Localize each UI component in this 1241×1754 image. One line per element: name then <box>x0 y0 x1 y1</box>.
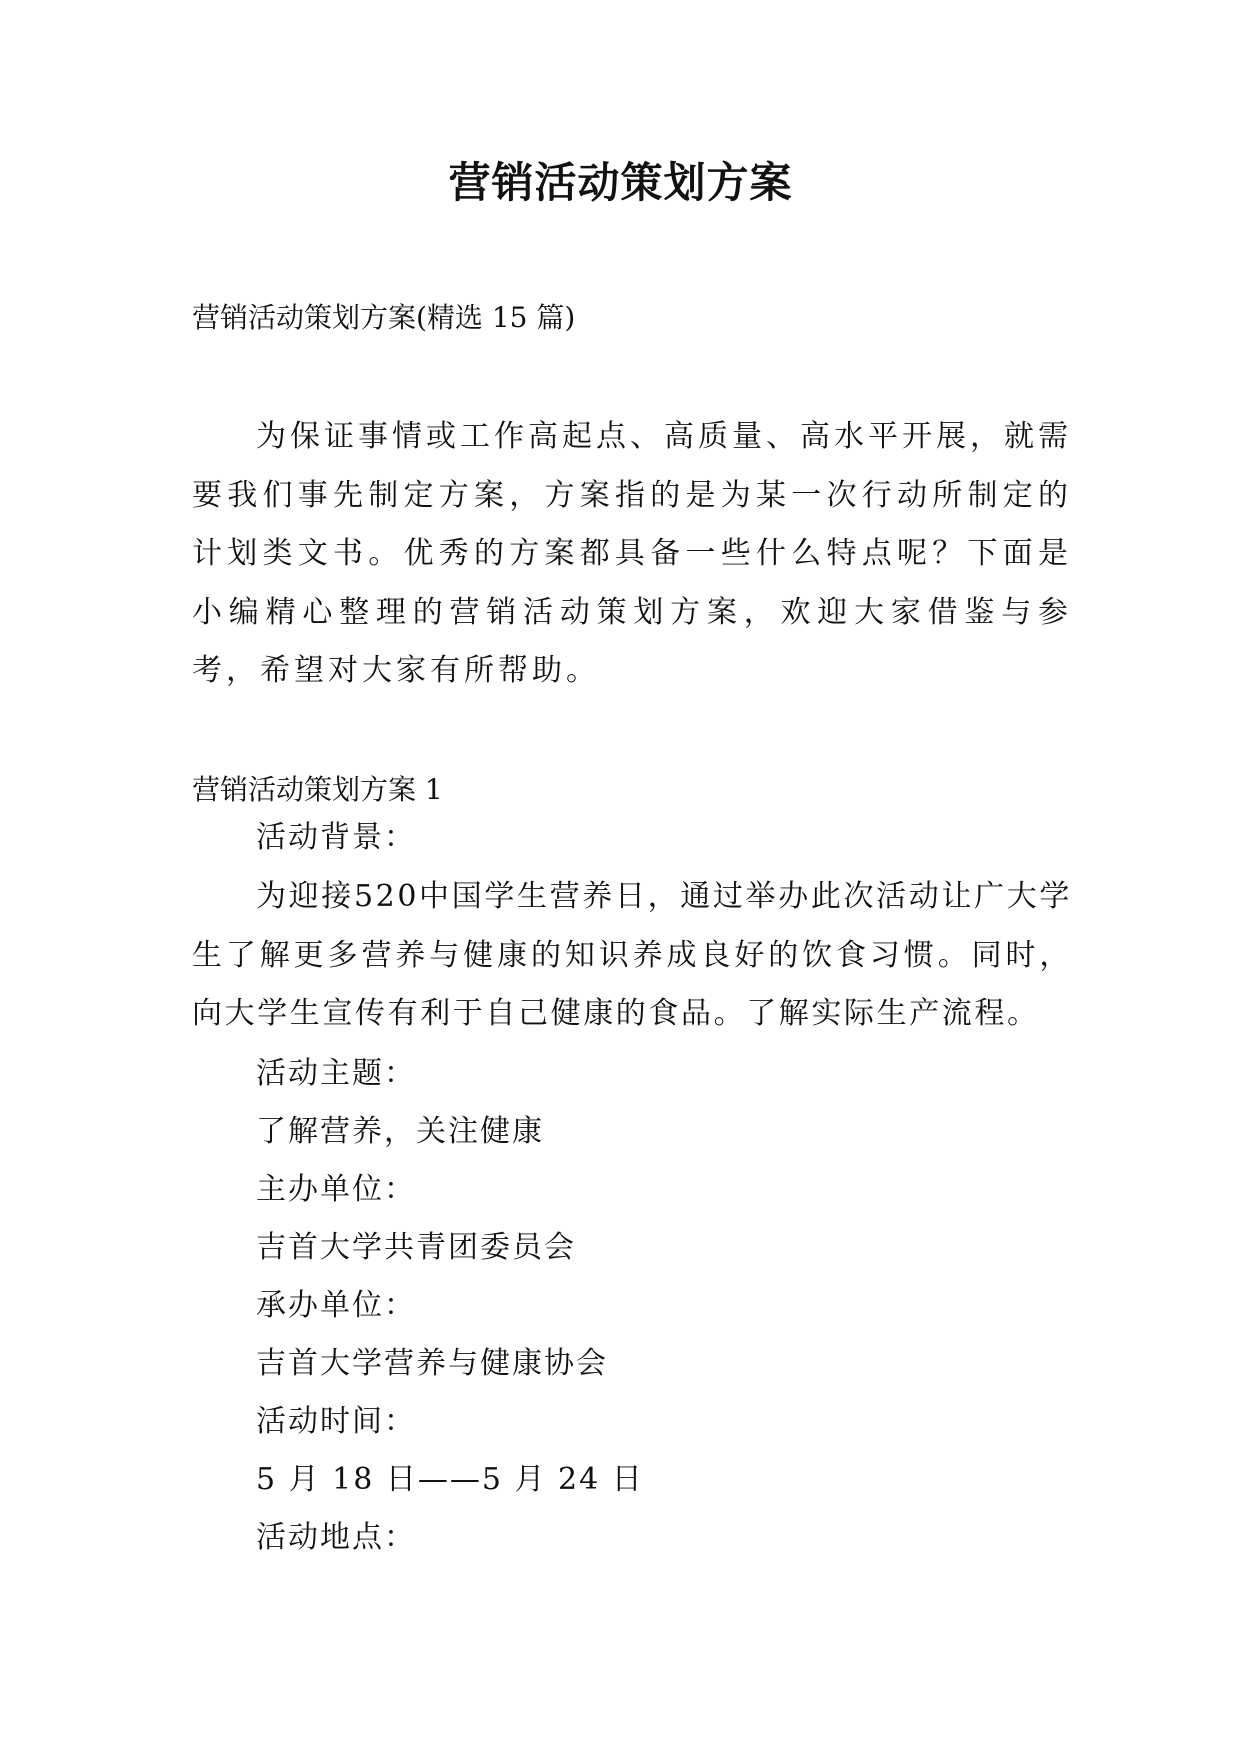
place-label: 活动地点： <box>256 1520 416 1555</box>
document-title: 营销活动策划方案 <box>448 158 793 207</box>
document-subtitle: 营销活动策划方案(精选 15 篇) <box>192 301 576 334</box>
host-label: 主办单位： <box>256 1172 416 1207</box>
host-text: 吉首大学共青团委员会 <box>256 1230 576 1265</box>
theme-text: 了解营养，关注健康 <box>256 1114 544 1149</box>
organizer-label: 承办单位： <box>256 1288 416 1323</box>
organizer-text: 吉首大学营养与健康协会 <box>256 1346 608 1381</box>
time-text: 5 月 18 日——5 月 24 日 <box>256 1462 644 1497</box>
intro-paragraph: 为保证事情或工作高起点、高质量、高水平开展，就需要我们事先制定方案，方案指的是为某一次行动所制定的计划类文书。优秀的方案都具备一些什么特点呢？下面是小编精心整理的营销活动策划方案，欢迎大家借鉴与参考，希望对大家有所帮助。 <box>192 419 1072 688</box>
theme-label: 活动主题： <box>256 1056 416 1091</box>
background-paragraph: 为迎接520中国学生营养日，通过举办此次活动让广大学生了解更多营养与健康的知识养成良好的饮食习惯。同时，向大学生宣传有利于自己健康的食品。了解实际生产流程。 <box>192 879 1072 1031</box>
section-heading: 营销活动策划方案 1 <box>192 773 443 806</box>
background-label: 活动背景： <box>256 820 416 855</box>
time-label: 活动时间： <box>256 1404 416 1439</box>
